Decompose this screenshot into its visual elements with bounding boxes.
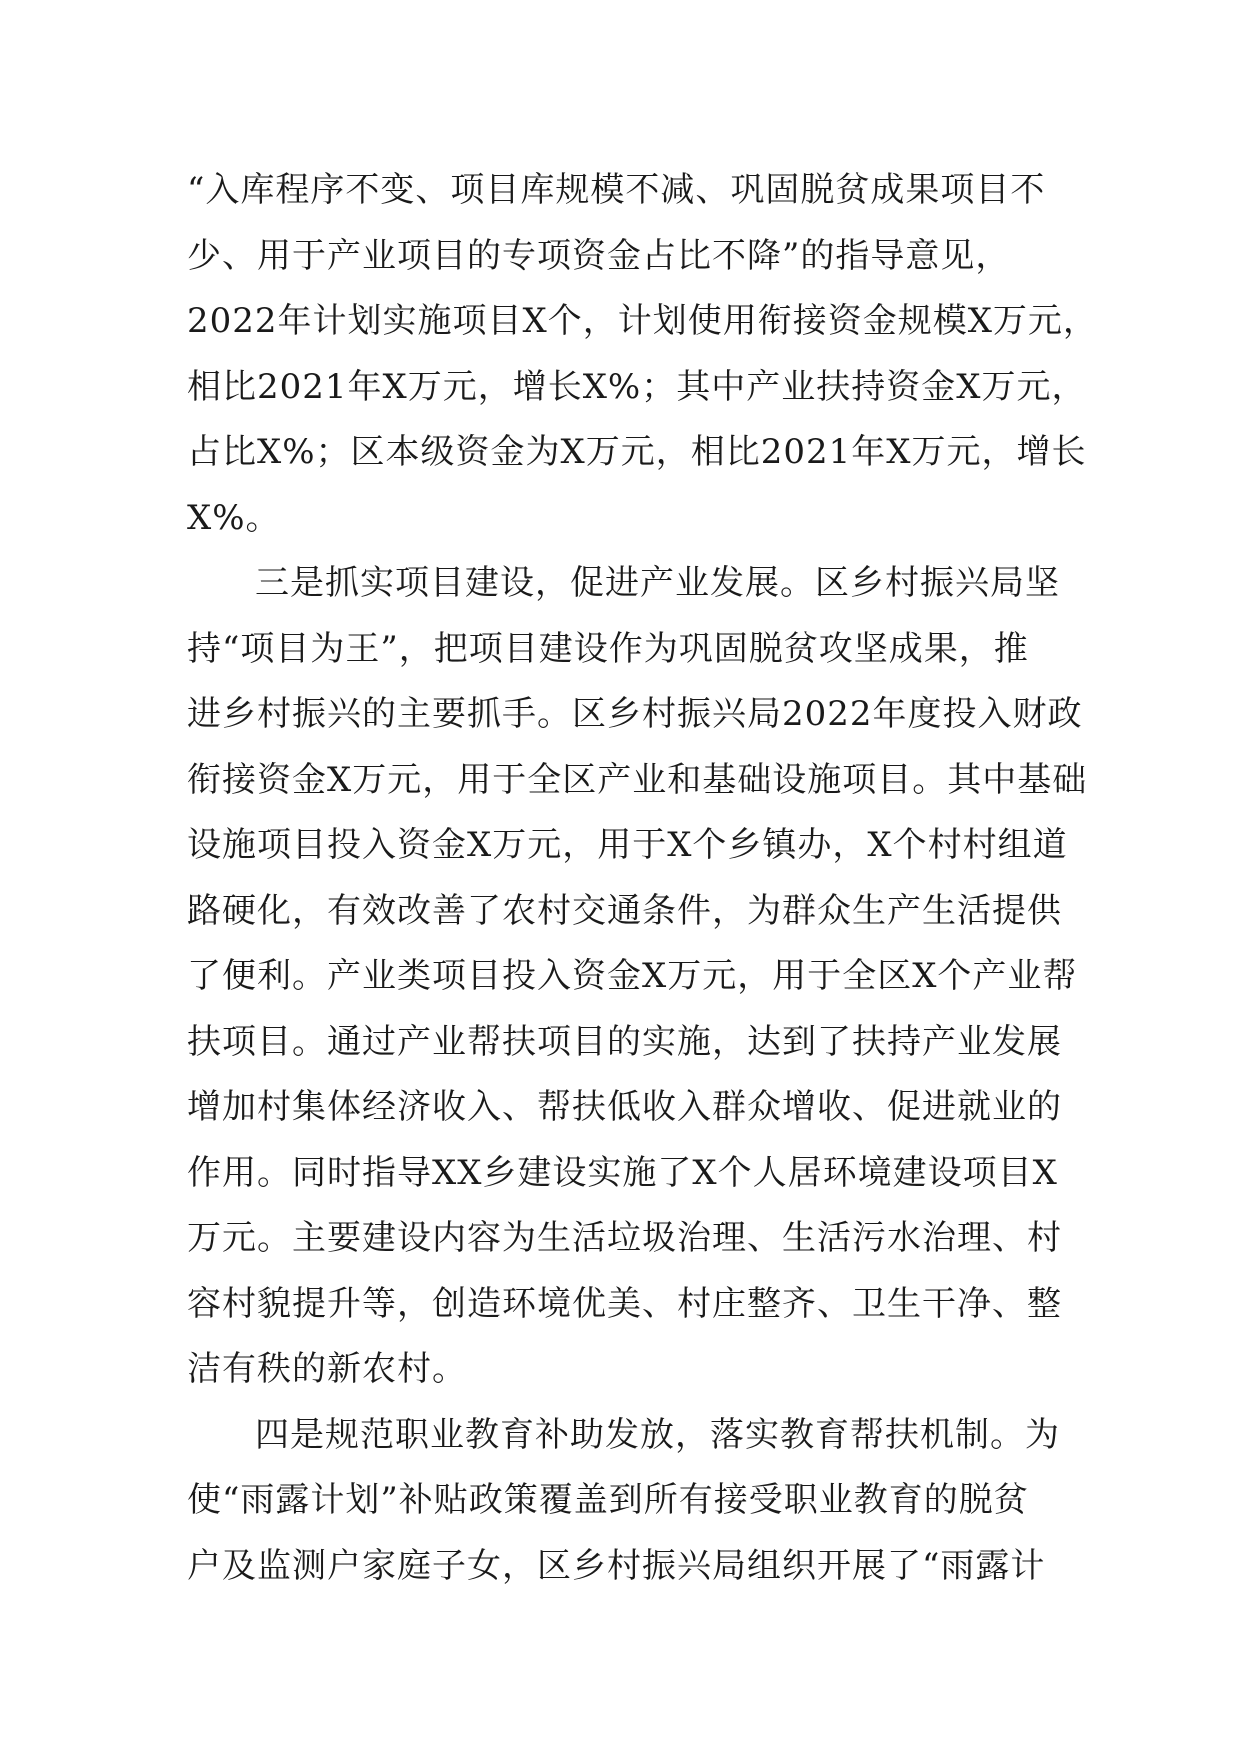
paragraph-funding <box>187 158 1098 551</box>
text-line: 增加村集体经济收入、帮扶低收入群众增收、促进就业的 <box>187 1087 1062 1127</box>
text-line: 扶项目。通过产业帮扶项目的实施，达到了扶持产业发展 <box>187 1021 1062 1062</box>
text-line: 容村貌提升等，创造环境优美、村庄整齐、卫生干净、整 <box>187 1283 1062 1324</box>
text-line: 作用。同时指导XX乡建设实施了X个人居环境建设项目X <box>187 1152 1058 1193</box>
text-line: 衔接资金X万元，用于全区产业和基础设施项目。其中基础 <box>187 759 1088 800</box>
text-line: 相比2021年X万元，增长X%；其中产业扶持资金X万元， <box>187 366 1087 407</box>
text-line: 持“项目为王”，把项目建设作为巩固脱贫攻坚成果，推 <box>187 628 1029 669</box>
text-line: 户及监测户家庭子女，区乡村振兴局组织开展了“雨露计 <box>187 1545 1046 1586</box>
text-line: 占比X%；区本级资金为X万元，相比2021年X万元，增长 <box>187 432 1087 472</box>
text-line: “入库程序不变、项目库规模不减、巩固脱贫成果项目不 <box>187 170 1046 210</box>
text-line: 进乡村振兴的主要抓手。区乡村振兴局2022年度投入财政 <box>187 694 1083 734</box>
text-line: 设施项目投入资金X万元，用于X个乡镇办，X个村村组道 <box>187 825 1068 865</box>
text-line: 路硬化，有效改善了农村交通条件，为群众生产生活提供 <box>187 890 1062 931</box>
document-body <box>187 158 1098 1599</box>
text-line: 使“雨露计划”补贴政策覆盖到所有接受职业教育的脱贫 <box>187 1480 1029 1520</box>
text-line: 万元。主要建设内容为生活垃圾治理、生活污水治理、村 <box>187 1218 1062 1258</box>
text-line: 洁有秩的新农村。 <box>187 1349 467 1389</box>
text-line: X%。 <box>187 497 281 538</box>
text-line: 少、用于产业项目的专项资金占比不降”的指导意见， <box>187 235 1011 276</box>
text-line: 了便利。产业类项目投入资金X万元，用于全区X个产业帮 <box>187 956 1078 996</box>
text-line: 三是抓实项目建设，促进产业发展。区乡村振兴局坚 <box>255 563 1060 603</box>
text-line: 2022年计划实施项目X个，计划使用衔接资金规模X万元， <box>187 301 1098 341</box>
paragraph-project-construction <box>187 551 1088 1403</box>
text-line: 四是规范职业教育补助发放，落实教育帮扶机制。为 <box>255 1414 1060 1455</box>
paragraph-vocational-education <box>187 1403 1062 1600</box>
